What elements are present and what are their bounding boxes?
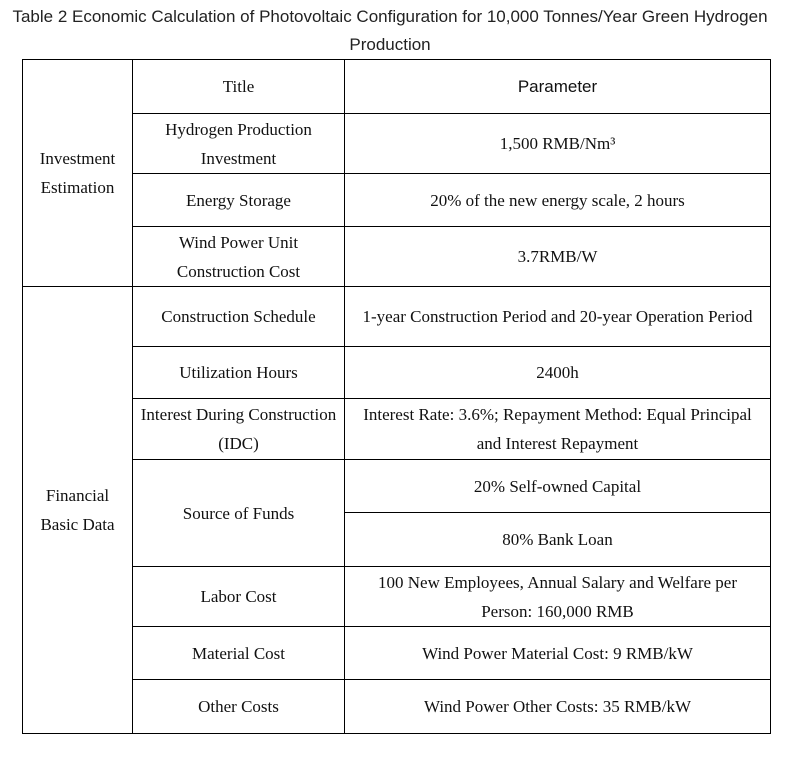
row-value: 1-year Construction Period and 20-year Operation Period	[345, 287, 771, 347]
table-header-row	[23, 60, 771, 114]
table-row	[23, 114, 771, 174]
row-title: Interest During Construction (IDC)	[133, 399, 345, 460]
row-value: 20% of the new energy scale, 2 hours	[345, 174, 771, 227]
row-title: Construction Schedule	[133, 287, 345, 347]
table-row	[23, 680, 771, 734]
group-label-investment-estimation: Investment Estimation	[23, 60, 133, 287]
row-title: Hydrogen Production Investment	[133, 114, 345, 174]
table-row	[23, 460, 771, 513]
row-title: Source of Funds	[133, 460, 345, 567]
row-value: 3.7RMB/W	[345, 227, 771, 287]
row-value: Wind Power Material Cost: 9 RMB/kW	[345, 627, 771, 680]
row-title: Material Cost	[133, 627, 345, 680]
table-row	[23, 567, 771, 627]
table-row	[23, 399, 771, 460]
table-caption: Table 2 Economic Calculation of Photovoltaic Configuration for 10,000 Tonnes/Year Green Hydrogen Production	[12, 7, 768, 54]
table-row	[23, 287, 771, 347]
header-title: Title	[133, 60, 345, 114]
table-row	[23, 227, 771, 287]
group-label-financial-basic-data: Financial Basic Data	[23, 287, 133, 734]
row-value: 2400h	[345, 347, 771, 399]
row-title: Labor Cost	[133, 567, 345, 627]
row-value: 1,500 RMB/Nm³	[345, 114, 771, 174]
header-parameter: Parameter	[345, 60, 771, 114]
row-value: Wind Power Other Costs: 35 RMB/kW	[345, 680, 771, 734]
row-title: Wind Power Unit Construction Cost	[133, 227, 345, 287]
table-row	[23, 627, 771, 680]
table-row	[23, 174, 771, 227]
row-value: Interest Rate: 3.6%; Repayment Method: Equal Principal and Interest Repayment	[345, 399, 771, 460]
table-row	[23, 347, 771, 399]
row-title: Utilization Hours	[133, 347, 345, 399]
row-value: 80% Bank Loan	[345, 513, 771, 567]
row-value: 100 New Employees, Annual Salary and Welfare per Person: 160,000 RMB	[345, 567, 771, 627]
row-title: Other Costs	[133, 680, 345, 734]
row-title: Energy Storage	[133, 174, 345, 227]
economic-calculation-table	[22, 59, 771, 734]
row-value: 20% Self-owned Capital	[345, 460, 771, 513]
